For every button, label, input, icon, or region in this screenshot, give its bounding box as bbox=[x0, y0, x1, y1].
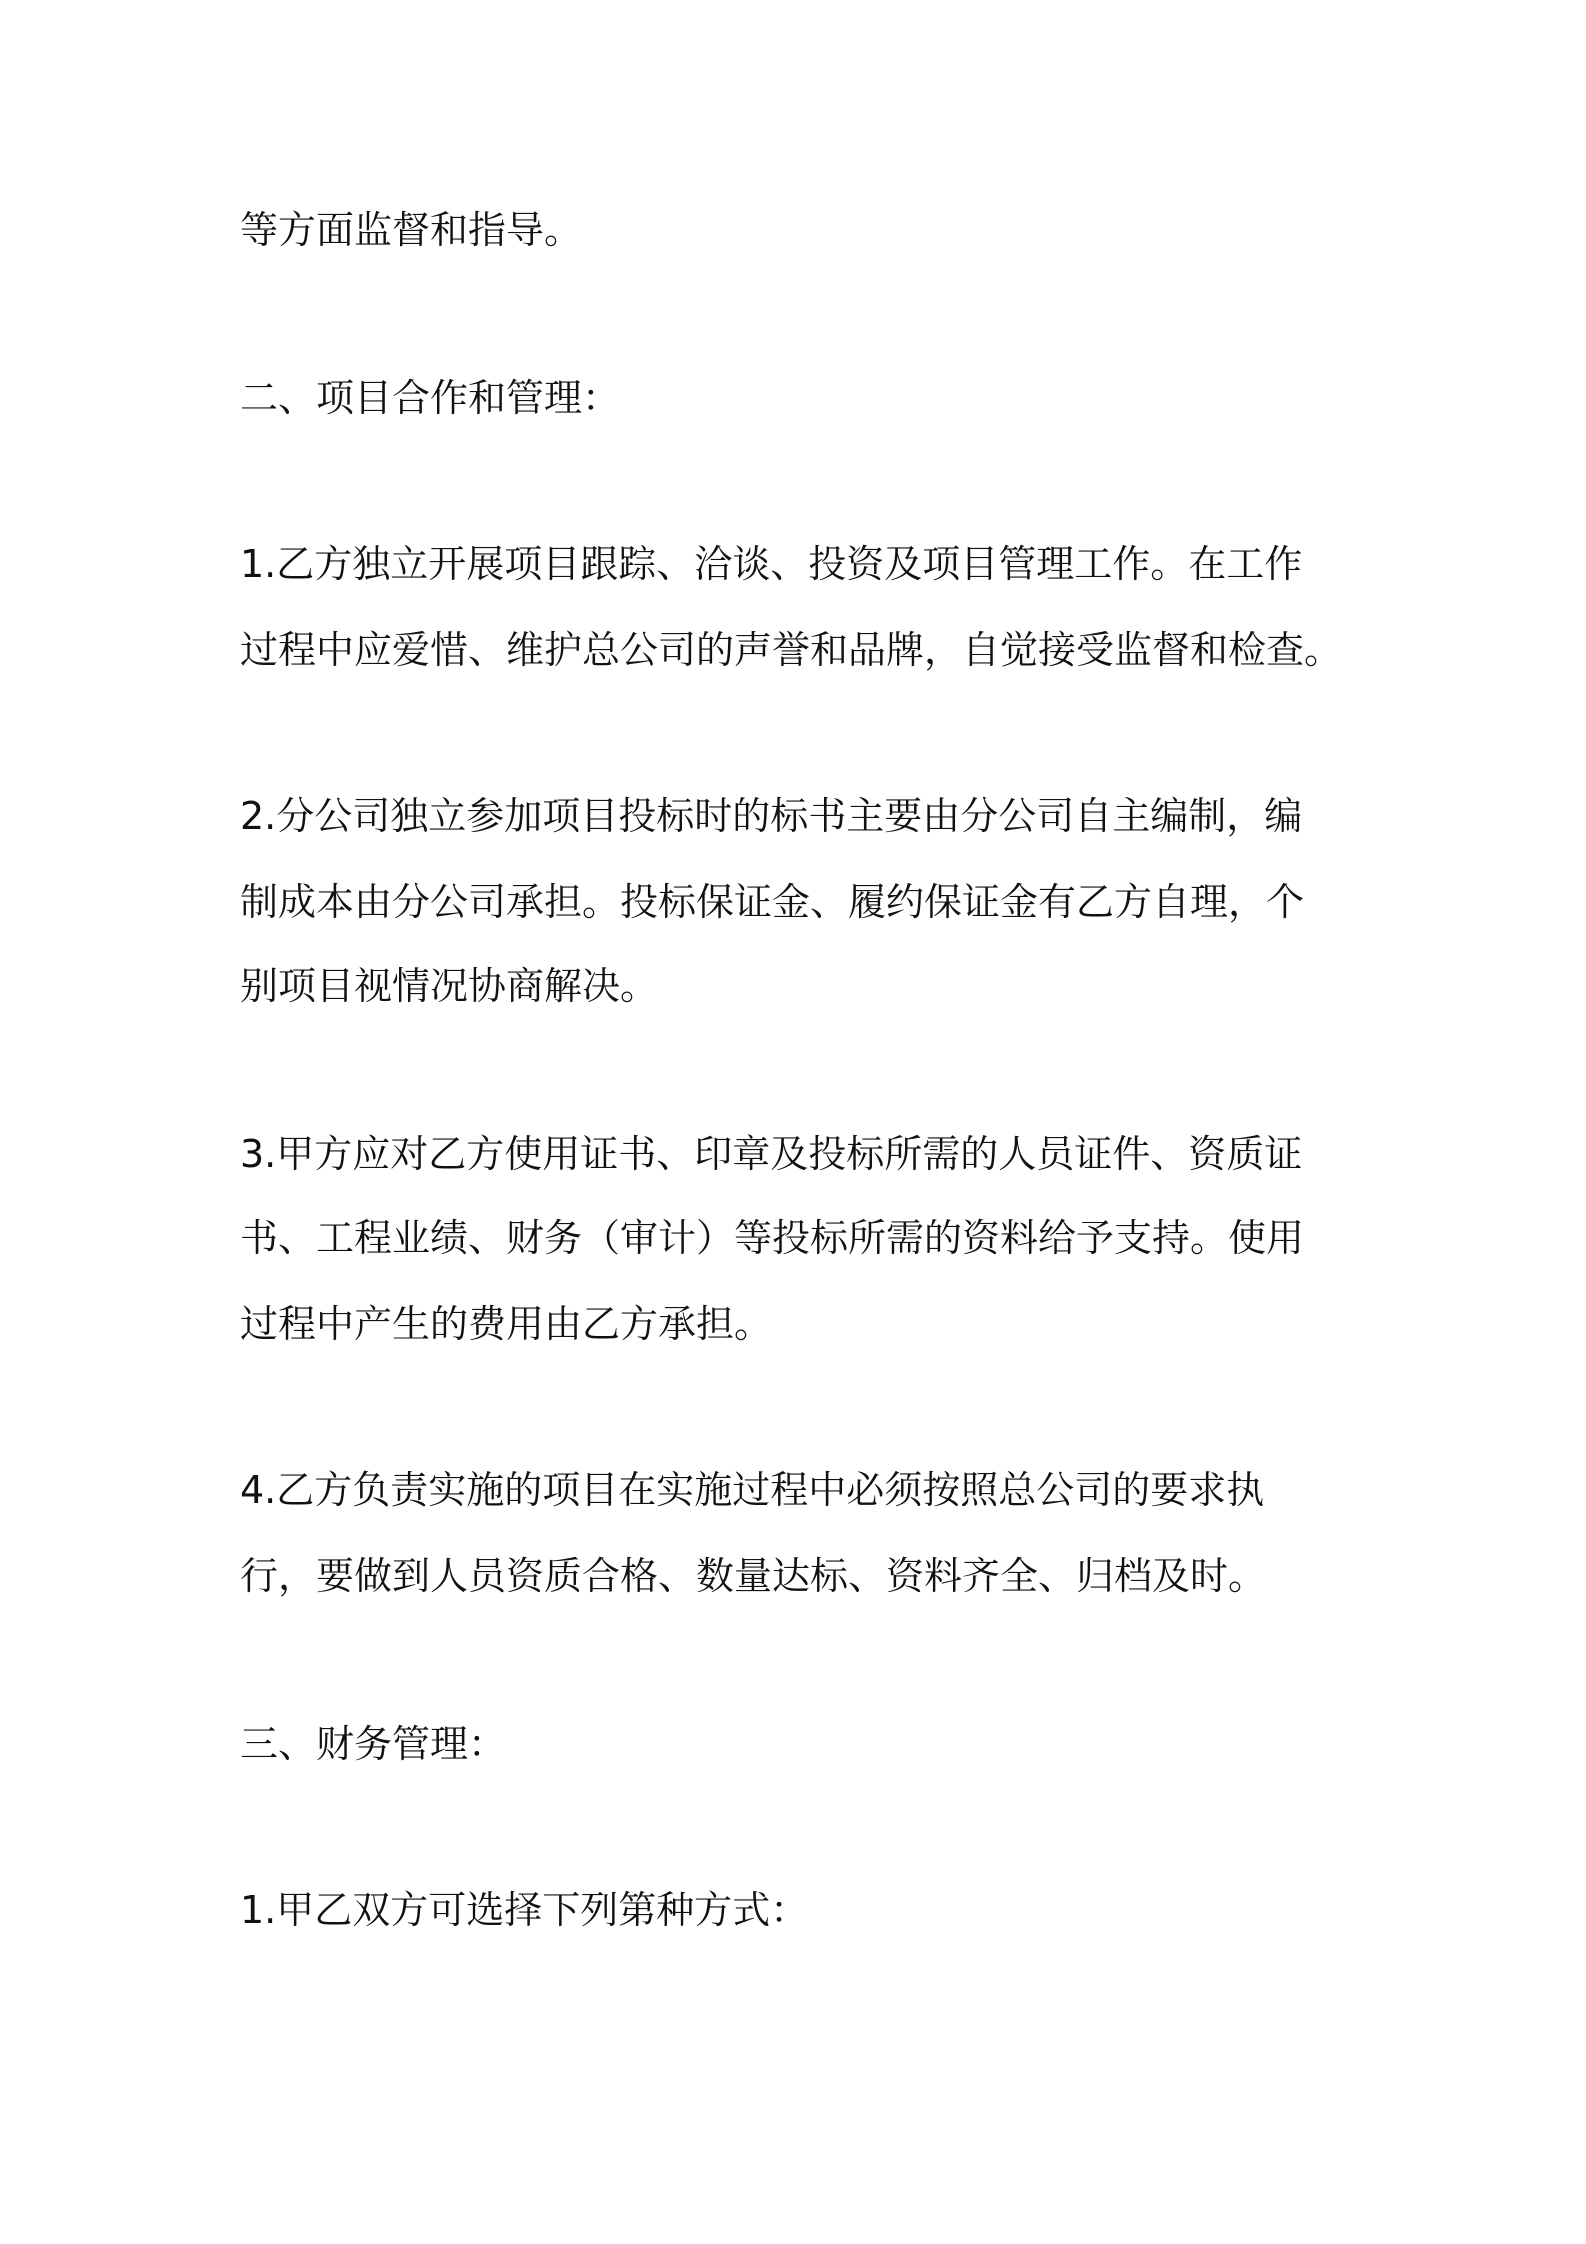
clause-2-3-line-2: 书、工程业绩、财务（审计）等投标所需的资料给予支持。使用 bbox=[240, 1216, 1305, 1260]
continuation-text-line: 等方面监督和指导。 bbox=[240, 208, 583, 252]
clause-2-2-line-1: 2.分公司独立参加项目投标时的标书主要由分公司自主编制，编 bbox=[240, 794, 1303, 838]
section-three-heading: 三、财务管理： bbox=[240, 1722, 507, 1766]
clause-2-4-line-1: 4.乙方负责实施的项目在实施过程中必须按照总公司的要求执 bbox=[240, 1468, 1265, 1512]
clause-2-1-line-1: 1.乙方独立开展项目跟踪、洽谈、投资及项目管理工作。在工作 bbox=[240, 542, 1303, 586]
clause-2-2-line-2: 制成本由分公司承担。投标保证金、履约保证金有乙方自理，个 bbox=[240, 880, 1305, 924]
clause-2-4-line-2: 行，要做到人员资质合格、数量达标、资料齐全、归档及时。 bbox=[240, 1554, 1267, 1598]
section-two-heading: 二、项目合作和管理： bbox=[240, 376, 621, 420]
clause-2-2-line-3: 别项目视情况协商解决。 bbox=[240, 964, 659, 1008]
clause-3-1-line-1: 1.甲乙双方可选择下列第种方式： bbox=[240, 1888, 809, 1932]
clause-2-1-line-2: 过程中应爱惜、维护总公司的声誉和品牌，自觉接受监督和检查。 bbox=[240, 628, 1343, 672]
clause-2-3-line-1: 3.甲方应对乙方使用证书、印章及投标所需的人员证件、资质证 bbox=[240, 1132, 1303, 1176]
clause-2-3-line-3: 过程中产生的费用由乙方承担。 bbox=[240, 1302, 773, 1346]
